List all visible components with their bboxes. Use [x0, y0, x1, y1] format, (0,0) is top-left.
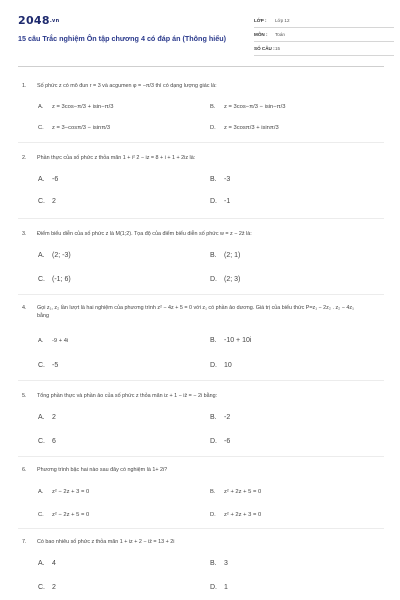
- option-a[interactable]: [38, 560, 56, 567]
- option-d[interactable]: [210, 584, 228, 591]
- option-letter: C.: [38, 125, 44, 131]
- option-letter: C.: [38, 512, 44, 518]
- header-divider: [18, 66, 384, 67]
- option-letter: A.: [38, 338, 44, 344]
- option-letter: D.: [210, 125, 216, 131]
- option-d[interactable]: [210, 512, 261, 518]
- option-letter: B.: [210, 252, 217, 259]
- option-letter: B.: [210, 414, 217, 421]
- meta-label: SỐ CÂU :: [254, 46, 275, 51]
- option-letter: D.: [210, 512, 216, 518]
- option-text: 2: [52, 198, 56, 205]
- option-text: z = 3cos−π/3 + isin−π/3: [52, 104, 114, 110]
- option-text: -2: [224, 414, 231, 421]
- option-text: -9 + 4i: [52, 338, 69, 344]
- option-c[interactable]: [38, 276, 71, 283]
- question-divider: [18, 294, 384, 295]
- meta-value: Lớp 12: [275, 18, 290, 23]
- option-a[interactable]: [38, 338, 68, 344]
- option-b[interactable]: [210, 489, 261, 495]
- option-b[interactable]: [210, 176, 230, 183]
- option-text: -6: [224, 438, 231, 445]
- logo-text: 2048: [18, 14, 50, 27]
- option-text: z² + 2z + 3 = 0: [224, 512, 262, 518]
- option-letter: B.: [210, 489, 216, 495]
- question-divider: [18, 380, 384, 381]
- option-text: 10: [224, 362, 232, 369]
- option-letter: B.: [210, 176, 217, 183]
- option-letter: A.: [38, 560, 45, 567]
- question-divider: [18, 528, 384, 529]
- question-text: Phương trình bậc hai nào sau đây có nghiệm là 1+ 2i?: [37, 467, 168, 473]
- option-text: -6: [52, 176, 59, 183]
- option-letter: A.: [38, 176, 45, 183]
- question-text: Tổng phần thực và phần ảo của số phức z thỏa mãn iz + 1 − iz̄ = − 2i bằng:: [37, 393, 218, 399]
- option-letter: A.: [38, 252, 45, 259]
- option-text: 2: [52, 584, 56, 591]
- meta-value: Toán: [275, 32, 285, 37]
- site-logo[interactable]: [18, 14, 59, 27]
- question-text: Có bao nhiêu số phức z thỏa mãn 1 + iz + 2 − iz̄ = 13 + 2i: [37, 539, 175, 545]
- option-text: (2; 1): [224, 252, 241, 259]
- option-text: -10 + 10i: [224, 337, 252, 344]
- option-d[interactable]: [210, 438, 230, 445]
- option-c[interactable]: [38, 512, 89, 518]
- option-text: z² − 2z + 5 = 0: [52, 512, 90, 518]
- option-c[interactable]: [38, 198, 56, 205]
- option-letter: D.: [210, 438, 217, 445]
- option-letter: C.: [38, 276, 45, 283]
- option-text: 6: [52, 438, 56, 445]
- question-text: Số phức z có mô đun r = 3 và acgumen φ = −π/3 thì có dạng lượng giác là:: [37, 83, 217, 89]
- option-text: z² + 2z + 5 = 0: [224, 489, 262, 495]
- option-text: 3: [224, 560, 228, 567]
- option-letter: B.: [210, 560, 217, 567]
- option-letter: D.: [210, 276, 217, 283]
- option-c[interactable]: [38, 584, 56, 591]
- question-number: 6.: [22, 467, 27, 473]
- option-text: 4: [52, 560, 56, 567]
- option-letter: C.: [38, 198, 45, 205]
- option-a[interactable]: [38, 252, 71, 259]
- option-c[interactable]: [38, 362, 58, 369]
- option-letter: A.: [38, 104, 44, 110]
- option-text: z = 3cosπ/3 + isinπ/3: [224, 125, 279, 131]
- option-letter: C.: [38, 362, 45, 369]
- option-text: 2: [52, 414, 56, 421]
- option-text: (2; 3): [224, 276, 241, 283]
- question-divider: [18, 456, 384, 457]
- option-text: z = 3cos−π/3 − isin−π/3: [224, 104, 286, 110]
- option-d[interactable]: [210, 125, 279, 131]
- option-b[interactable]: [210, 414, 230, 421]
- meta-panel: [254, 16, 394, 58]
- option-letter: B.: [210, 104, 216, 110]
- option-letter: D.: [210, 362, 217, 369]
- option-text: (2; -3): [52, 252, 71, 259]
- meta-row-count: [254, 44, 394, 56]
- option-text: z = 3−cosπ/3 − isinπ/3: [52, 125, 111, 131]
- question-text: Phần thực của số phức z thỏa mãn 1 + i² 2 − iz = 8 + i + 1 + 2iz là:: [37, 155, 196, 161]
- option-b[interactable]: [210, 560, 228, 567]
- question-divider: [18, 218, 384, 219]
- question-number: 1.: [22, 83, 27, 89]
- question-number: 3.: [22, 231, 27, 237]
- option-text: -1: [224, 198, 231, 205]
- option-b[interactable]: [210, 337, 251, 344]
- question-divider: [18, 142, 384, 143]
- option-letter: A.: [38, 489, 44, 495]
- page-title: 15 câu Trắc nghiệm Ôn tập chương 4 có đáp án (Thông hiểu): [18, 34, 226, 43]
- option-text: -3: [224, 176, 231, 183]
- question-number: 7.: [22, 539, 27, 545]
- option-d[interactable]: [210, 198, 230, 205]
- option-d[interactable]: [210, 362, 232, 369]
- option-letter: D.: [210, 584, 217, 591]
- option-b[interactable]: [210, 252, 240, 259]
- option-c[interactable]: [38, 125, 110, 131]
- option-b[interactable]: [210, 104, 286, 110]
- question-number: 5.: [22, 393, 27, 399]
- question-text: Gọi z₁, z₂ lần lượt là hai nghiệm của phương trình z² − 4z + 5 = 0 với z₁ có phần ảo dương. Giá trị của biểu thức P=z₁ − 2z₂ . z₂ − 4z₁ bằng: [37, 305, 354, 319]
- option-text: -5: [52, 362, 59, 369]
- option-d[interactable]: [210, 276, 240, 283]
- option-letter: C.: [38, 438, 45, 445]
- question-number: 2.: [22, 155, 27, 161]
- meta-row-subject: [254, 30, 394, 42]
- meta-row-class: [254, 16, 394, 28]
- option-text: z² − 2z + 3 = 0: [52, 489, 90, 495]
- option-a[interactable]: [38, 176, 58, 183]
- question-text: Điểm biểu diễn của số phức z là M(1;2). Tọa độ của điểm biểu diễn số phức w = z − 2z̄ là:: [37, 231, 252, 237]
- option-letter: B.: [210, 337, 217, 344]
- meta-value: 15: [275, 46, 281, 51]
- option-text: (-1; 6): [52, 276, 71, 283]
- option-a[interactable]: [38, 104, 114, 110]
- option-a[interactable]: [38, 489, 89, 495]
- meta-label: LỚP :: [254, 18, 267, 23]
- option-text: 1: [224, 584, 228, 591]
- option-a[interactable]: [38, 414, 56, 421]
- option-letter: C.: [38, 584, 45, 591]
- option-letter: D.: [210, 198, 217, 205]
- option-c[interactable]: [38, 438, 56, 445]
- page-header: [18, 14, 384, 60]
- meta-label: MÔN :: [254, 32, 268, 37]
- question-number: 4.: [22, 305, 27, 311]
- option-letter: A.: [38, 414, 45, 421]
- logo-suffix: .vn: [49, 18, 60, 24]
